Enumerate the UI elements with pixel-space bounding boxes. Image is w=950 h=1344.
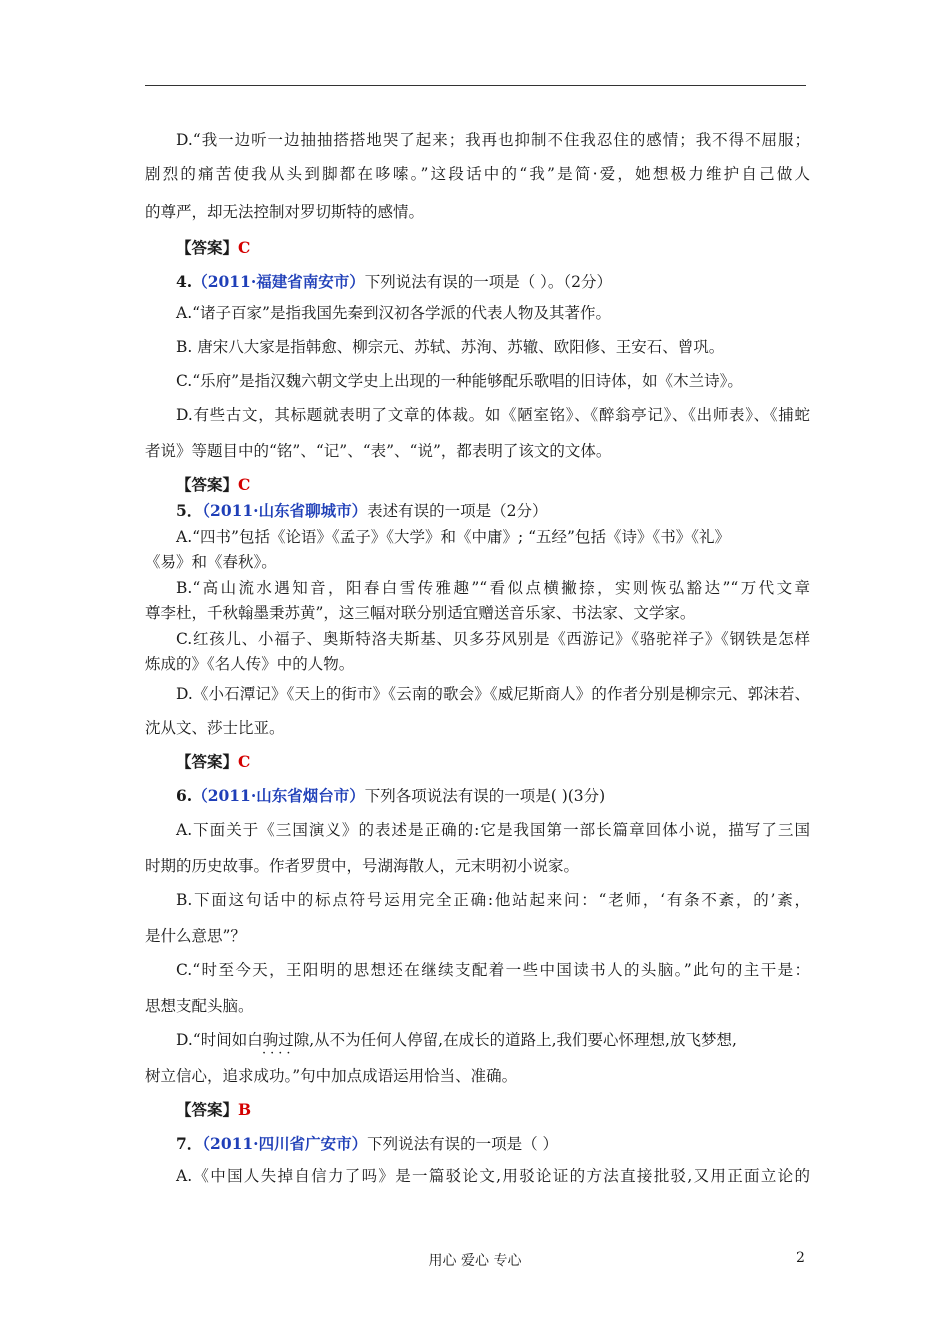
question-source: （2011·山东省聊城市） — [202, 501, 368, 520]
q6-option-d-line1: D.“时间如白驹过隙 ···· ,从不为任何人停留,在成长的道路上,我们要心怀理想,放飞梦想, — [176, 1031, 737, 1061]
answer-q6: 【答案】B — [176, 1100, 252, 1119]
q5-option-d-line1: D.《小石潭记》《天上的街市》《云南的歌会》《威尼斯商人》的作者分别是柳宗元、郭沫若、 — [176, 685, 810, 703]
question-source: （2011·山东省烟台市） — [192, 786, 365, 805]
q5-option-a-line1: A.“四书”包括《论语》《孟子》《大学》和《中庸》; “五经”包括《诗》《书》《礼》 — [176, 528, 730, 546]
answer-q5: 【答案】C — [176, 752, 251, 771]
q4-option-c: C.“乐府”是指汉魏六朝文学史上出现的一种能够配乐歌唱的旧诗体，如《木兰诗》。 — [176, 372, 743, 390]
q6-option-b-line2: 是什么意思”？ — [145, 927, 246, 945]
answer-q4: 【答案】C — [176, 475, 251, 494]
page-footer: 用心 爱心 专心 — [428, 1253, 522, 1269]
q3-option-d-line2: 剧烈的痛苦使我从头到脚都在哆嗦。”这段话中的“我”是简·爱，她想极力维护自己做人 — [145, 165, 810, 183]
q5-option-d-line2: 沈从文、莎士比亚。 — [145, 719, 285, 737]
q6-option-a-line2: 时期的历史故事。作者罗贯中，号湖海散人，元末明初小说家。 — [145, 857, 580, 875]
q5-option-c-line2: 炼成的》《名人传》中的人物。 — [145, 655, 355, 673]
q7-option-a-line1: A.《中国人失掉自信力了吗》是一篇驳论文,用驳论证的方法直接批驳,又用正面立论的 — [176, 1167, 810, 1185]
question-6-stem: 6.（2011·山东省烟台市）下列各项说法有误的一项是( )(3分) — [176, 786, 606, 805]
q5-option-c-line1: C.红孩儿、小福子、奥斯特洛夫斯基、贝多芬风别是《西游记》《骆驼祥子》《钢铁是怎样 — [176, 630, 810, 648]
q6-option-a-line1: A.下面关于《三国演义》的表述是正确的:它是我国第一部长篇章回体小说，描写了三国 — [176, 821, 810, 839]
emphasis-dots: ···· — [261, 1046, 295, 1061]
q6-option-c-line2: 思想支配头脑。 — [145, 997, 254, 1015]
q6-option-d-line2: 树立信心，追求成功。”句中加点成语运用恰当、准确。 — [145, 1067, 518, 1085]
q3-option-d-line1: D.“我一边听一边抽抽搭搭地哭了起来；我再也抑制不住我忍住的感情；我不得不屈服； — [176, 131, 810, 149]
answer-q3 — [176, 237, 810, 259]
question-5-stem: 5．（2011·山东省聊城市）表述有误的一项是（2分） — [176, 501, 548, 520]
emphasized-idiom: 白驹过隙 ···· — [247, 1031, 310, 1061]
header-rule — [145, 85, 806, 86]
q4-option-a: A.“诸子百家”是指我国先秦到汉初各学派的代表人物及其著作。 — [176, 304, 611, 322]
q5-option-b-line1: B.“高山流水遇知音，阳春白雪传雅趣”“看似点横撇捺，实则恢弘豁达”“万代文章 — [176, 579, 810, 597]
q4-option-b: B. 唐宋八大家是指韩愈、柳宗元、苏轼、苏洵、苏辙、欧阳修、王安石、曾巩。 — [176, 338, 725, 356]
question-7-stem: 7．（2011·四川省广安市）下列说法有误的一项是（ ） — [176, 1134, 559, 1153]
q4-option-d-line1: D.有些古文，其标题就表明了文章的体裁。如《陋室铭》、《醉翁亭记》、《出师表》、《捕蛇 — [176, 406, 810, 424]
question-source: （2011·福建省南安市） — [192, 272, 365, 291]
answer-label: 【答案】 — [176, 238, 239, 257]
q5-option-b-line2: 尊李杜，千秋翰墨秉苏黄”，这三幅对联分别适宜赠送音乐家、书法家、文学家。 — [145, 604, 696, 622]
q6-option-c-line1: C.“时至今天，王阳明的思想还在继续支配着一些中国读书人的头脑。”此句的主干是： — [176, 961, 810, 979]
q4-option-d-line2: 者说》等题目中的“铭”、“记”、“表”、“说”，都表明了该文的文体。 — [145, 442, 612, 460]
page-number: 2 — [796, 1250, 805, 1266]
question-4-stem: 4.（2011·福建省南安市）下列说法有误的一项是（ ）。（2分） — [176, 272, 613, 291]
q3-option-d-line3: 的尊严，却无法控制对罗切斯特的感情。 — [145, 203, 425, 221]
q5-option-a-line2: 《易》和《春秋》。 — [145, 553, 277, 571]
answer-value: C — [238, 238, 251, 257]
question-source: （2011·四川省广安市） — [202, 1134, 368, 1153]
q6-option-b-line1: B.下面这句话中的标点符号运用完全正确:他站起来问：“老师，‘有条不紊，的’紊， — [176, 891, 810, 909]
